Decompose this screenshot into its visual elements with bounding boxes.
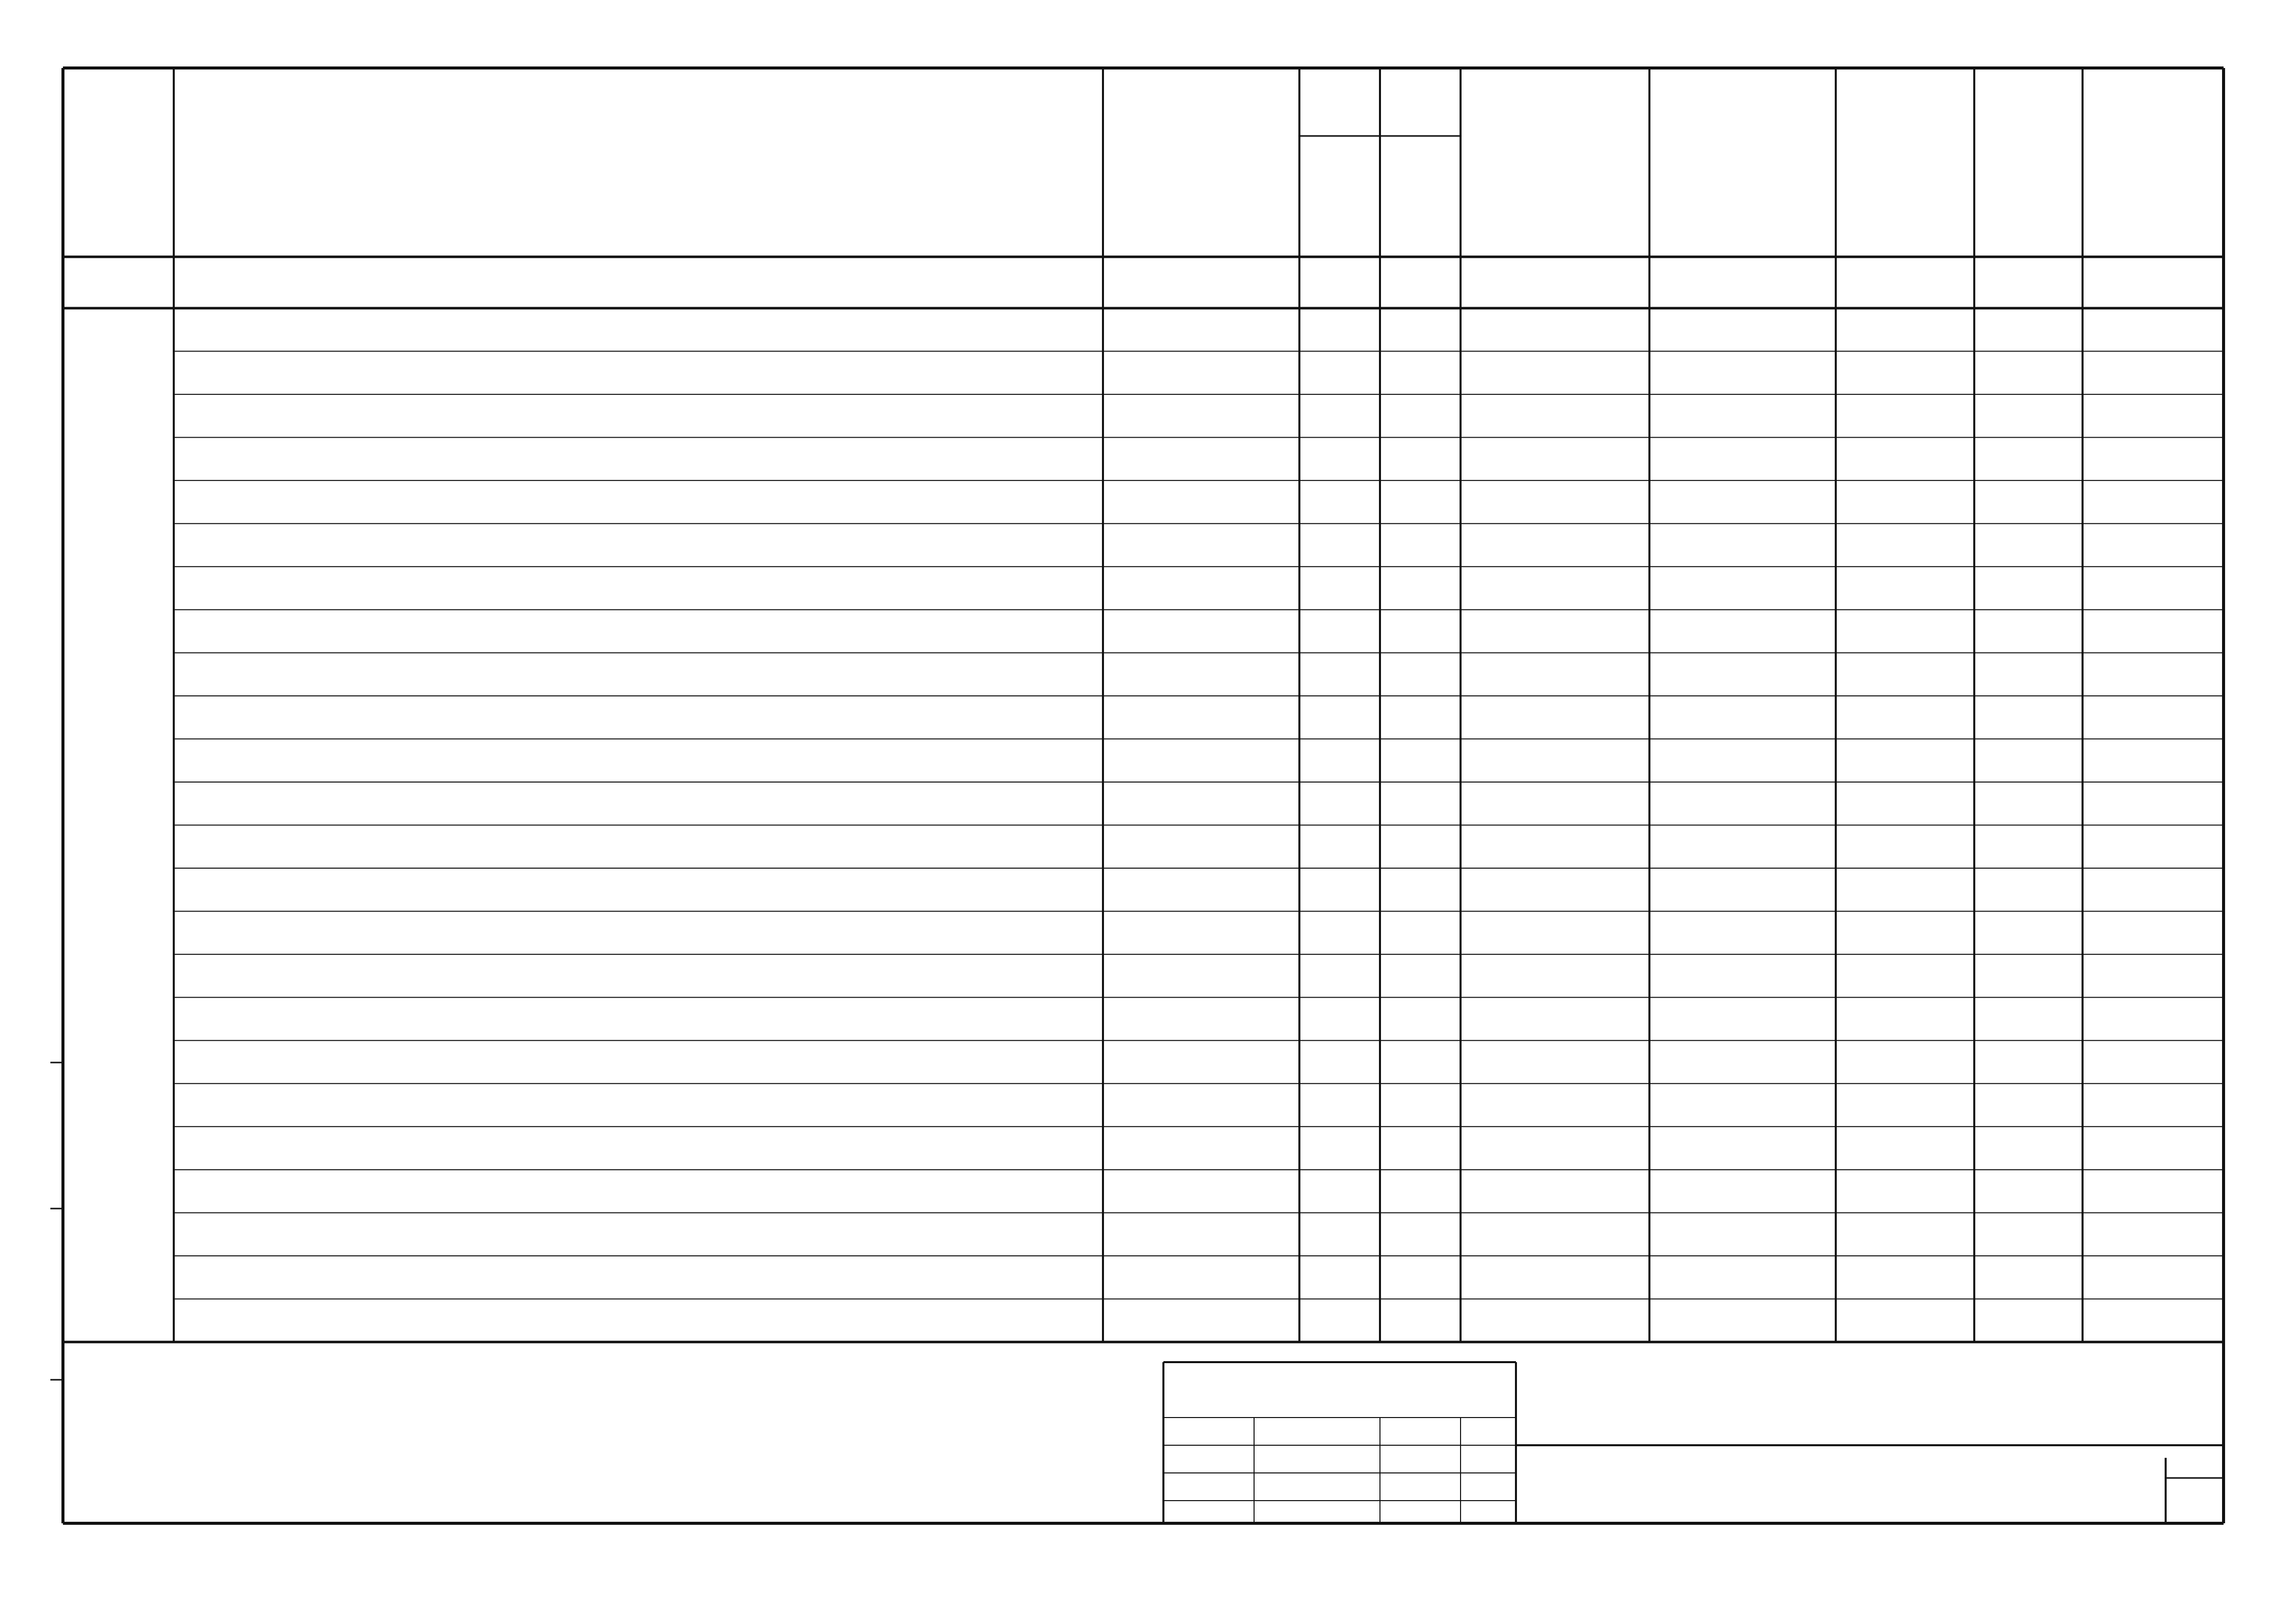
header-col10	[2083, 68, 2224, 257]
header-col45	[1299, 68, 1461, 136]
header-col9	[1974, 68, 2083, 257]
header-col8	[1836, 68, 1974, 257]
header-col1	[63, 68, 174, 257]
header-col5	[1380, 136, 1461, 257]
header-col6	[1461, 68, 1649, 257]
header-col2	[174, 68, 1103, 257]
header-col7	[1649, 68, 1836, 257]
header-col3	[1103, 68, 1299, 257]
header-col4	[1299, 136, 1380, 257]
